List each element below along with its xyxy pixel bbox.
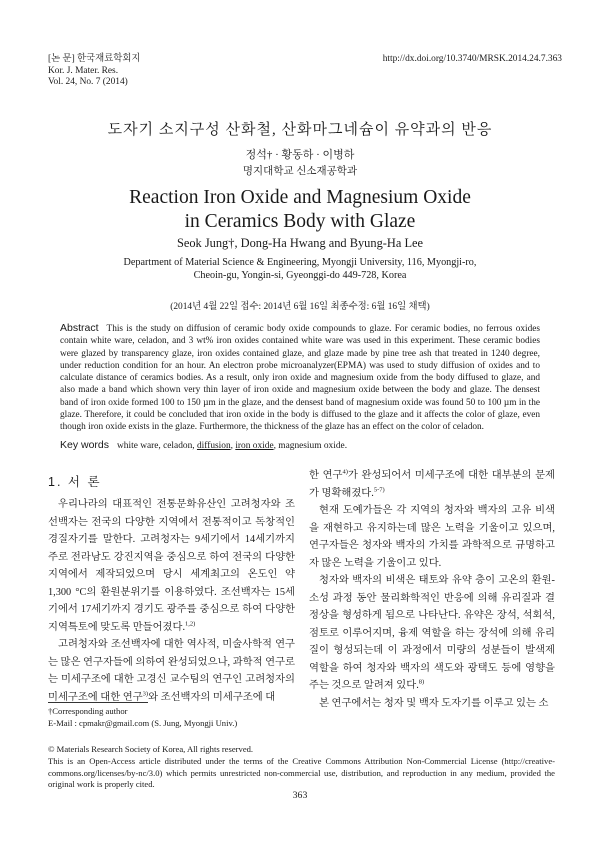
paragraph [48,636,295,706]
paragraph: 본 연구에서는 청자 및 백자 도자기를 이루고 있는 소 [319,697,549,709]
section-title-introduction: 1. 서 론 [48,475,102,489]
keyword-iron-oxide: iron oxide [235,441,274,451]
paragraph [48,496,295,636]
journal-name-ko: [논 문] 한국재료학회지 [48,54,141,64]
page-number: 363 [292,790,308,801]
author-email: E-Mail : cpmakr@gmail.com (S. Jung, Myongji Univ.) [48,717,238,728]
paragraph-text: 우리나라의 대표적인 전통문화유산인 고려청자와 조선백자는 전국의 다양한 지역에서 전통적이고 독창적인 경질자기를 말한다. 고려청자는 9세기에서 14세기까지 주로 전라남도 강진지역을 중심으로 하여 전국의 다양한 지역에서 제작되었으며 당시 세계최고의 온도인 약 1,300 °C의 환원분위기를 이용하였다. 조선백자는 15세기에서 17세기까지 경기도 광주를 중심으로 하여 다양한 지역특토에 맞도록 만들어졌다. [48,499,295,633]
keyword-part: , magnesium oxide. [273,441,348,451]
paragraph-text: 한 연구 [309,470,343,481]
corresponding-author: †Corresponding author [48,706,128,716]
footnote [48,706,237,730]
submission-dates: (2014년 4월 22일 접수: 2014년 6월 16일 최종수정: 6월 16일 채택) [170,302,430,312]
license-text: This is an Open-Access article distributed under the terms of the Creative Commons Attribution Non-Commercial License (http://creative-commons.org/licenses/by-nc/3.0) which permits unrestricted non-commercial use, distribution, and reproduction in any medium, provided the original work is properly cited. [48,755,555,790]
paragraph [309,572,555,695]
authors-korean: 정석† · 황동하 · 이병하 [245,149,355,161]
paragraph [309,467,555,502]
journal-volume: Vol. 24, No. 7 (2014) [48,77,128,88]
paragraph-text: 가 완성되어서 미세구조에 대한 대부분의 문제가 명확해졌다. [309,470,555,499]
copyright-line: © Materials Research Society of Korea, All rights reserved. [48,744,254,754]
paragraph-text: 고려청자와 조선백자에 대한 역사적, 미술사학적 연구는 많은 연구자들에 의하여 완성되었으나, 과학적 연구로는 미세구조에 대한 고경신 교수팀의 연구인 고려청자의 미세구조에 대한 연구 [48,639,295,703]
keyword-part: white ware, celadon, [117,441,197,451]
keywords-label: Key words [60,439,110,451]
affiliation-english-line2: Cheoin-gu, Yongin-si, Gyeonggi-do 449-728, Korea [193,270,407,282]
title-english-line2: in Ceramics Body with Glaze [184,211,416,232]
citation-ref: 4) [342,468,348,476]
citation-ref: 1,2) [185,620,196,628]
citation-ref: 8) [418,678,425,686]
abstract [60,322,540,434]
authors-english: Seok Jung†, Dong-Ha Hwang and Byung-Ha Lee [176,236,424,250]
paragraph: 현재 도예가들은 각 지역의 청자와 백자의 고유 비색을 재현하고 유지하는데 많은 노력을 기울이고 있으며, 연구자들은 청자와 백자의 가치를 과학적으로 규명하고자 많은 노력을 기울이고 있다. [309,505,555,569]
keyword-diffusion: diffusion [196,441,231,451]
footnote-divider [48,702,148,703]
doi-link[interactable]: http://dx.doi.org/10.3740/MRSK.2014.24.7.363 [382,54,562,64]
paragraph-text: 와 조선백자의 미세구조에 대 [148,691,276,703]
title-english [0,186,600,234]
abstract-label: Abstract [60,322,99,334]
keywords [60,439,540,451]
keywords-text [117,441,347,451]
journal-abbrev: Kor. J. Mater. Res. [48,65,119,76]
journal-header [48,54,140,89]
copyright-notice [48,744,555,791]
affiliation-english-line1: Department of Material Science & Engineering, Myongji University, 116, Myongji-ro, [123,257,477,268]
body-right-column [309,467,555,712]
keyword-sep: , [230,441,236,451]
citation-ref: 3) [142,690,149,698]
affiliation-english [60,256,540,283]
title-korean: 도자기 소지구성 산화철, 산화마그네슘이 유약과의 반응 [107,122,493,138]
affiliation-korean: 명지대학교 신소재공학과 [242,166,358,177]
abstract-text: This is the study on diffusion of ceramic body oxide compounds to glaze. For ceramic bodies, no ferrous oxides contain white ware, celadon, and 3 wt% iron oxides contained white ware was used in this experiment. These ceramic bodies were glazed by transparency glaze, iron oxides contained glaze, and glaze made by pine tree ash that treated in 1240 degree, under reduction condition for an hour. An electron probe microanalyzer(EPMA) was used to study diffusion of oxides and to calculate distance of ceramics bodies. As a result, only iron oxide and magnesium oxide from the body diffused to glaze, and also made a band which shown very thin layer of iron oxide and magnesium oxide between the body and glaze. The densest band of iron oxide formed 100 to 150 µm in the glaze, and the densest band of magnesium oxide was found 50 to 100 µm in the glaze. Therefore, it could be concluded that iron oxide in the body is diffused to the glaze and it affects the color of glaze, even though iron oxide exists in the glaze. Furthermore, the thickness of the glaze has an effect on the color of celadon. [60,324,540,433]
body-left-column [48,496,295,706]
citation-ref: 5-7) [373,486,385,494]
title-english-line1: Reaction Iron Oxide and Magnesium Oxide [129,187,471,208]
paragraph-text: 청자와 백자의 비색은 태토와 유약 층이 고온의 환원-소성 과정 동안 물리화학적인 반응에 의해 유리질과 결정상을 형성하게 됨으로 나타난다. 유약은 장석, 석회석, 점토로 이루어지며, 융제 역할을 하는 장석에 의해 유리질이 형성되는데 이 과정에서 미량의 성분들이 발색제 역할을 하여 청자와 백자의 색도와 광택도 등에 영향을 주는 것으로 알려져 있다. [309,575,555,691]
